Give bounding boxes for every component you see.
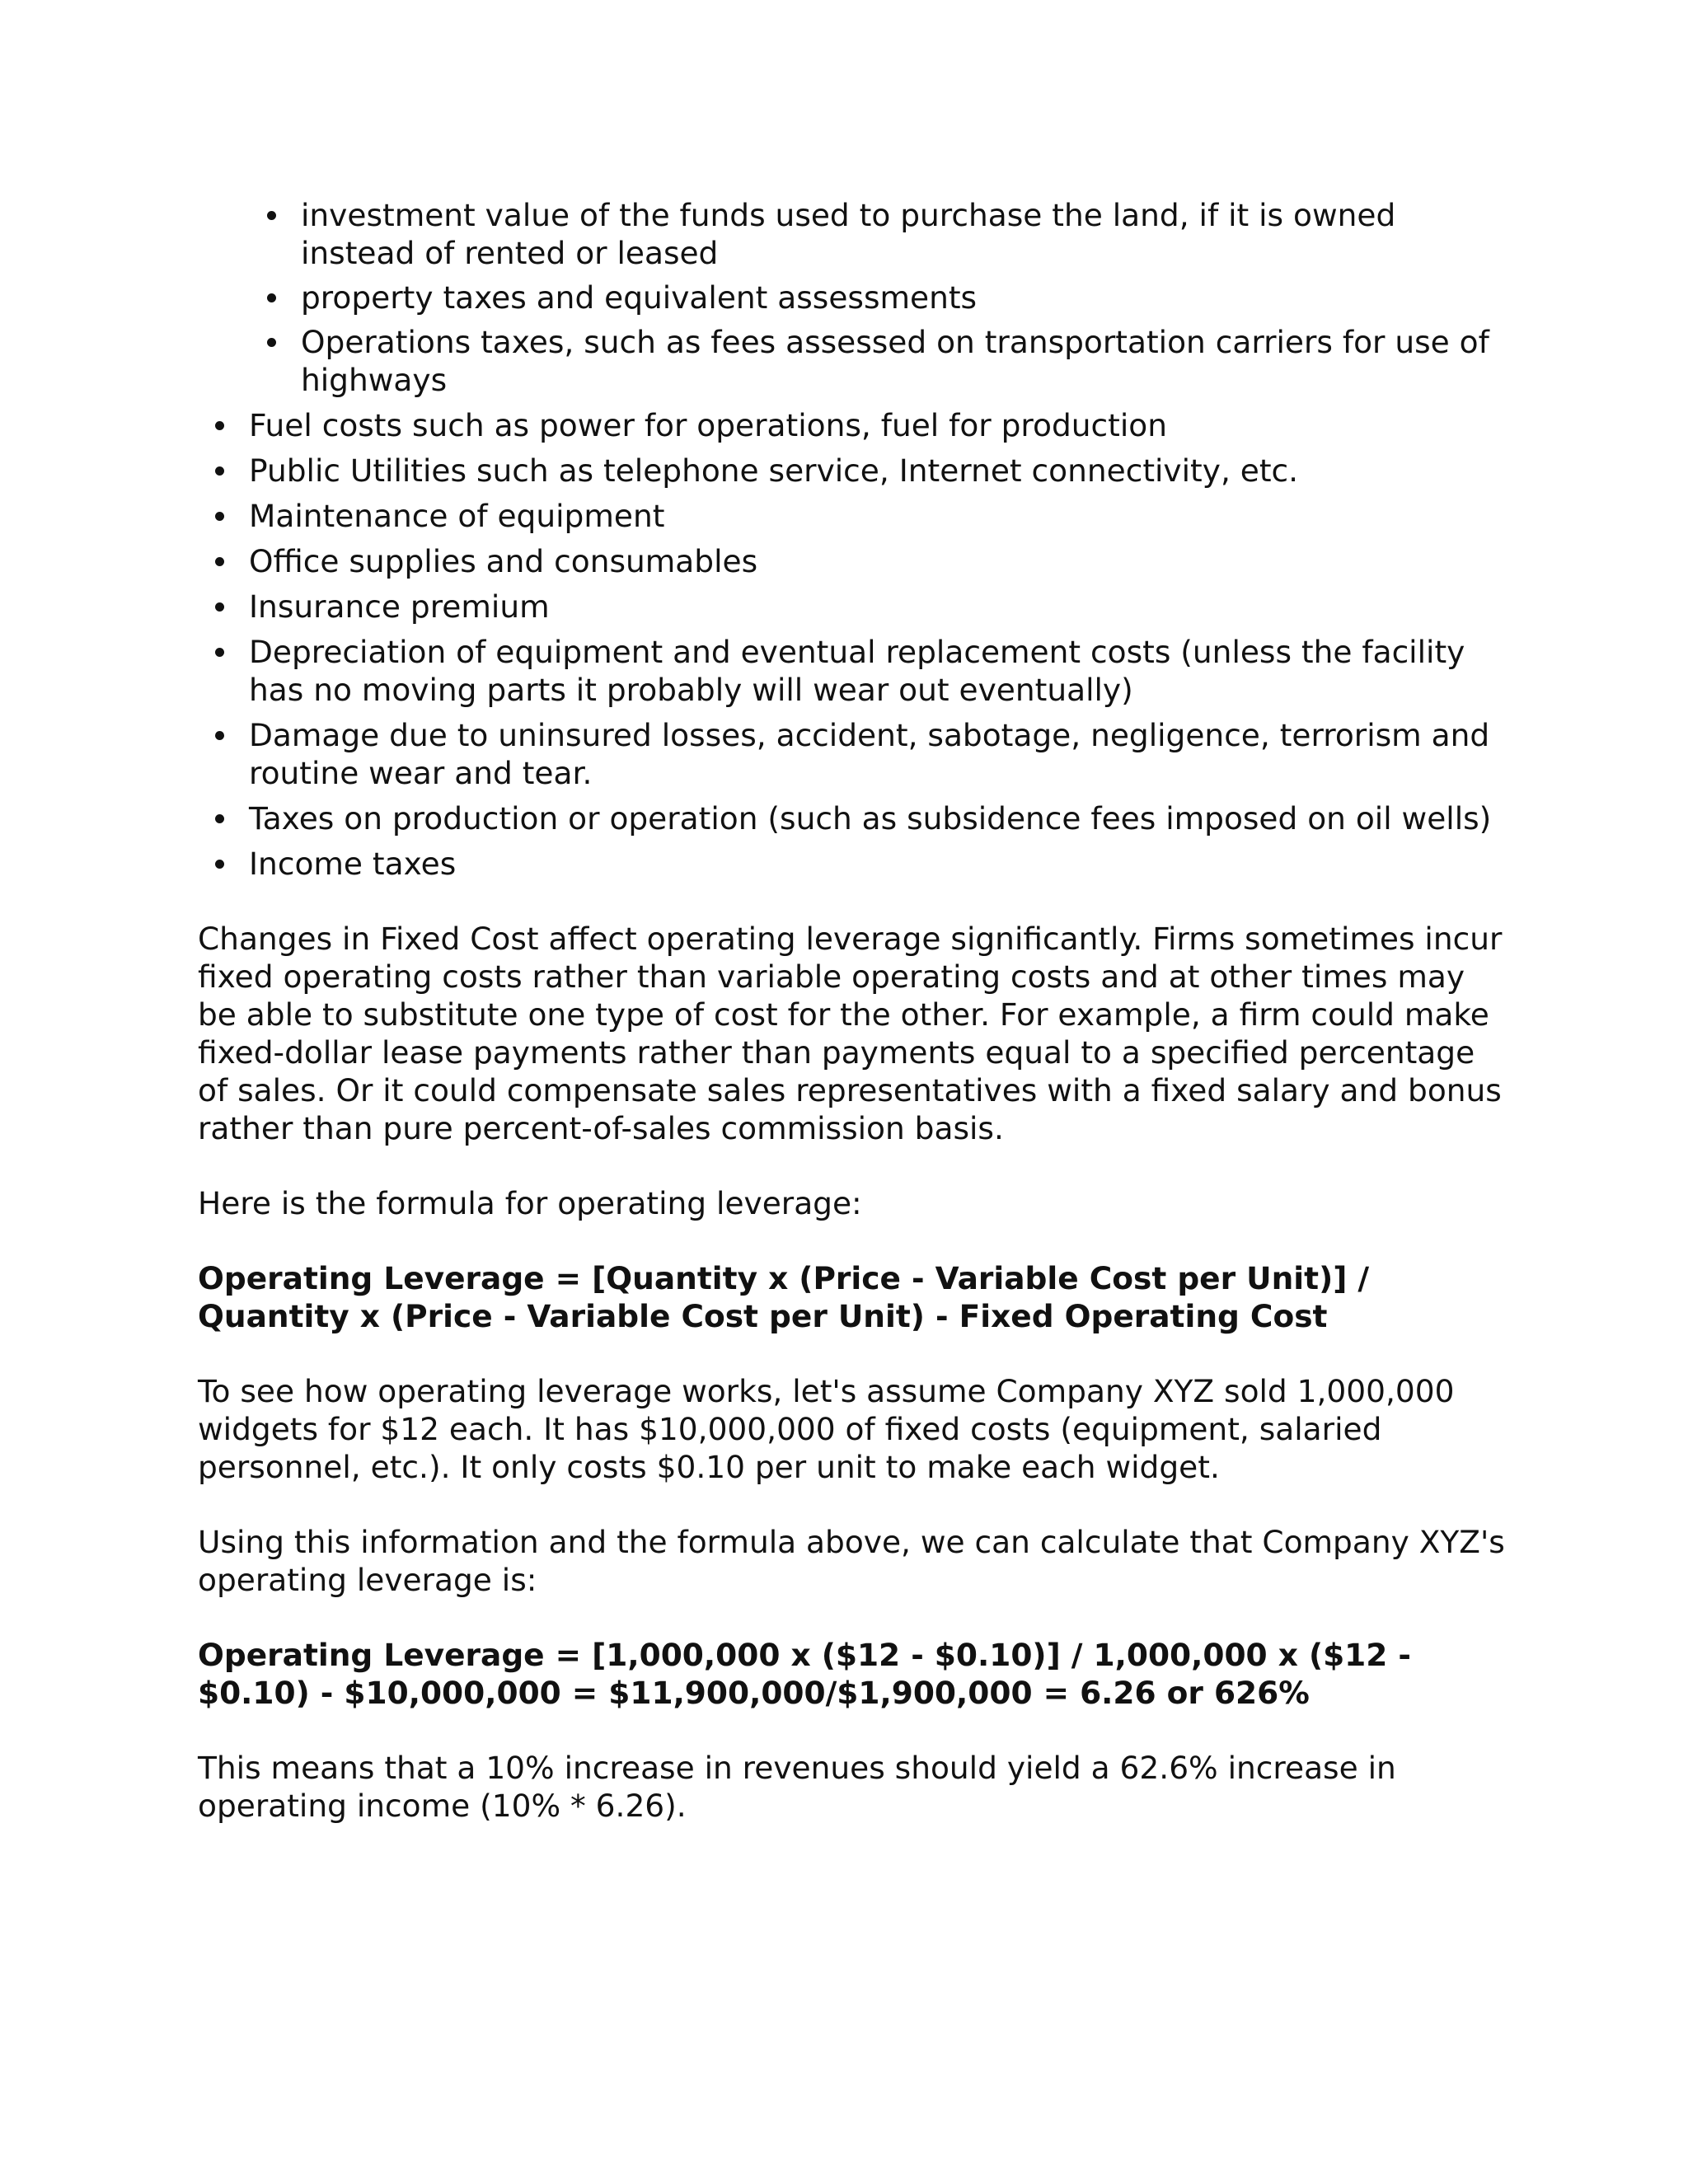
bullet-icon [215, 557, 224, 566]
bullet-icon [267, 338, 276, 347]
bullet-icon [215, 466, 224, 476]
bullet-icon [215, 421, 224, 430]
list-item: Insurance premium [249, 588, 1508, 626]
bullet-icon [267, 293, 276, 302]
bullet-icon [215, 512, 224, 521]
bullet-icon [215, 860, 224, 869]
bullet-icon [215, 814, 224, 823]
paragraph-example: To see how operating leverage works, let's assume Company XYZ sold 1,000,000 widgets for $12 each. It has $10,000,000 of fixed costs (equipment, salaried personnel, etc.). It only costs $0.10 per unit to make each widget. [198, 1373, 1455, 1485]
list-item: Taxes on production or operation (such as subsidence fees imposed on oil wells) [249, 799, 1508, 837]
list-item: Maintenance of equipment [249, 497, 1508, 535]
list-item: Income taxes [249, 845, 1508, 883]
list-item: Operations taxes, such as fees assessed on transportation carriers for use of highways [301, 323, 1508, 399]
bullet-icon [215, 731, 224, 740]
list-item: property taxes and equivalent assessments [301, 279, 1508, 316]
bullet-list [249, 406, 1508, 883]
bullet-icon [215, 602, 224, 612]
bullet-icon [215, 648, 224, 657]
list-item: investment value of the funds used to purchase the land, if it is owned instead of rented or leased [301, 196, 1508, 272]
sub-bullet-list [301, 196, 1508, 399]
list-item: Public Utilities such as telephone service, Internet connectivity, etc. [249, 452, 1508, 490]
paragraph-formula-intro: Here is the formula for operating leverage: [198, 1185, 862, 1221]
list-item: Fuel costs such as power for operations, fuel for production [249, 406, 1508, 444]
paragraph-conclusion: This means that a 10% increase in revenues should yield a 62.6% increase in operating income (10% * 6.26). [198, 1750, 1396, 1824]
calculation: Operating Leverage = [1,000,000 x ($12 - $0.10)] / 1,000,000 x ($12 - $0.10) - $10,000,000 = $11,900,000/$1,900,000 = 6.26 or 626% [198, 1637, 1411, 1711]
bullet-icon [267, 211, 276, 220]
formula: Operating Leverage = [Quantity x (Price - Variable Cost per Unit)] / Quantity x (Price - Variable Cost per Unit) - Fixed Operating Cost [198, 1260, 1370, 1334]
list-item: Damage due to uninsured losses, accident, sabotage, negligence, terrorism and routine wear and tear. [249, 716, 1508, 792]
list-item: Depreciation of equipment and eventual replacement costs (unless the facility has no moving parts it probably will wear out eventually) [249, 633, 1508, 709]
paragraph-calc-intro: Using this information and the formula above, we can calculate that Company XYZ's operating leverage is: [198, 1524, 1505, 1598]
list-item: Office supplies and consumables [249, 542, 1508, 580]
paragraph-fixed-cost: Changes in Fixed Cost affect operating leverage significantly. Firms sometimes incur fixed operating costs rather than variable operating costs and at other times may be able to substitute one type of cost for the other. For example, a firm could make fixed-dollar lease payments rather than payments equal to a specified percentage of sales. Or it could compensate sales representatives with a fixed salary and bonus rather than pure percent-of-sales commission basis. [198, 921, 1503, 1146]
document-page [198, 196, 1508, 1825]
